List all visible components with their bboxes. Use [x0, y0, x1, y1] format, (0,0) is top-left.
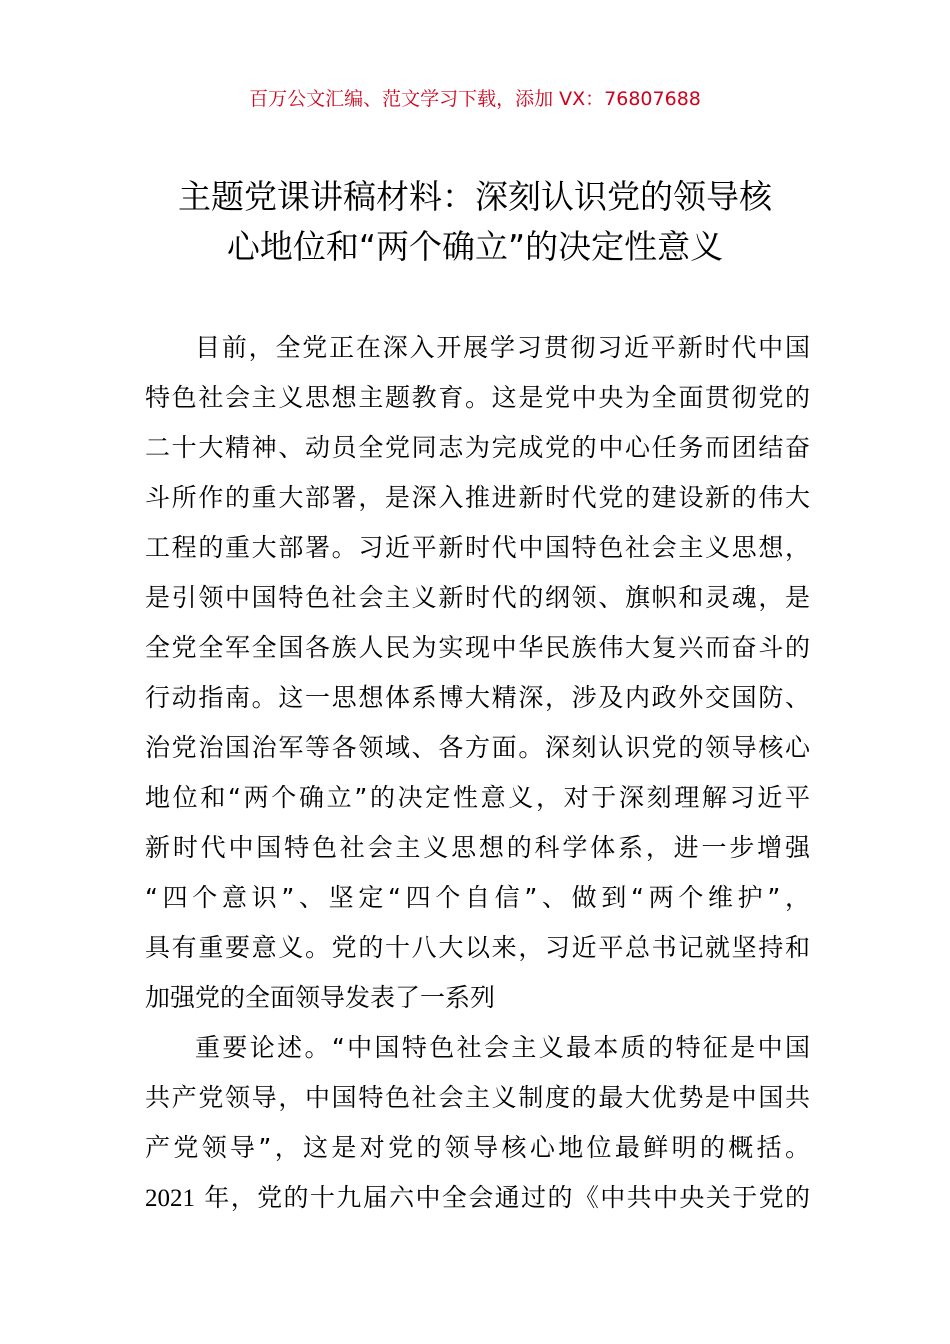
body-line: 共产党领导，中国特色社会主义制度的最大优势是中国共	[145, 1083, 810, 1112]
body-line: 全党全军全国各族人民为实现中华民族伟大复兴而奋斗的	[145, 633, 810, 662]
body-line: 治党治国治军等各领域、各方面。深刻认识党的领导核心	[145, 733, 810, 762]
body-line: 二十大精神、动员全党同志为完成党的中心任务而团结奋	[145, 433, 810, 462]
body-line: 工程的重大部署。习近平新时代中国特色社会主义思想，	[145, 533, 810, 562]
body-line: 目前，全党正在深入开展学习贯彻习近平新时代中国	[195, 333, 810, 362]
body-line: 新时代中国特色社会主义思想的科学体系，进一步增强	[145, 833, 810, 862]
document-body	[145, 323, 810, 1223]
body-line: 斗所作的重大部署，是深入推进新时代党的建设新的伟大	[145, 483, 810, 512]
body-line-year	[145, 1173, 810, 1223]
body-line: 具有重要意义。党的十八大以来，习近平总书记就坚持和	[145, 933, 810, 962]
body-line: 是引领中国特色社会主义新时代的纲领、旗帜和灵魂，是	[145, 583, 810, 612]
body-line: 特色社会主义思想主题教育。这是党中央为全面贯彻党的	[145, 383, 810, 412]
body-line: 产党领导”，这是对党的领导核心地位最鲜明的概括。	[145, 1133, 810, 1162]
body-line: 加强党的全面领导发表了一系列	[145, 983, 496, 1012]
body-line: 行动指南。这一思想体系博大精深，涉及内政外交国防、	[145, 683, 810, 712]
promo-banner: 百万公文汇编、范文学习下载，添加 VX：76807688	[249, 88, 701, 110]
body-line: “四个意识”、坚定“四个自信”、做到“两个维护”，	[145, 883, 810, 912]
document-title	[120, 172, 830, 272]
body-line: 地位和“两个确立”的决定性意义，对于深刻理解习近平	[145, 783, 810, 812]
body-line-year-text: 年，党的十九届六中全会通过的《中共中央关于党的	[204, 1183, 810, 1212]
title-line-2: 心地位和“两个确立”的决定性意义	[226, 227, 724, 266]
year-number: 2021	[145, 1185, 195, 1212]
body-line: 重要论述。“中国特色社会主义最本质的特征是中国	[195, 1033, 810, 1062]
title-line-1: 主题党课讲稿材料：深刻认识党的领导核	[178, 177, 772, 216]
